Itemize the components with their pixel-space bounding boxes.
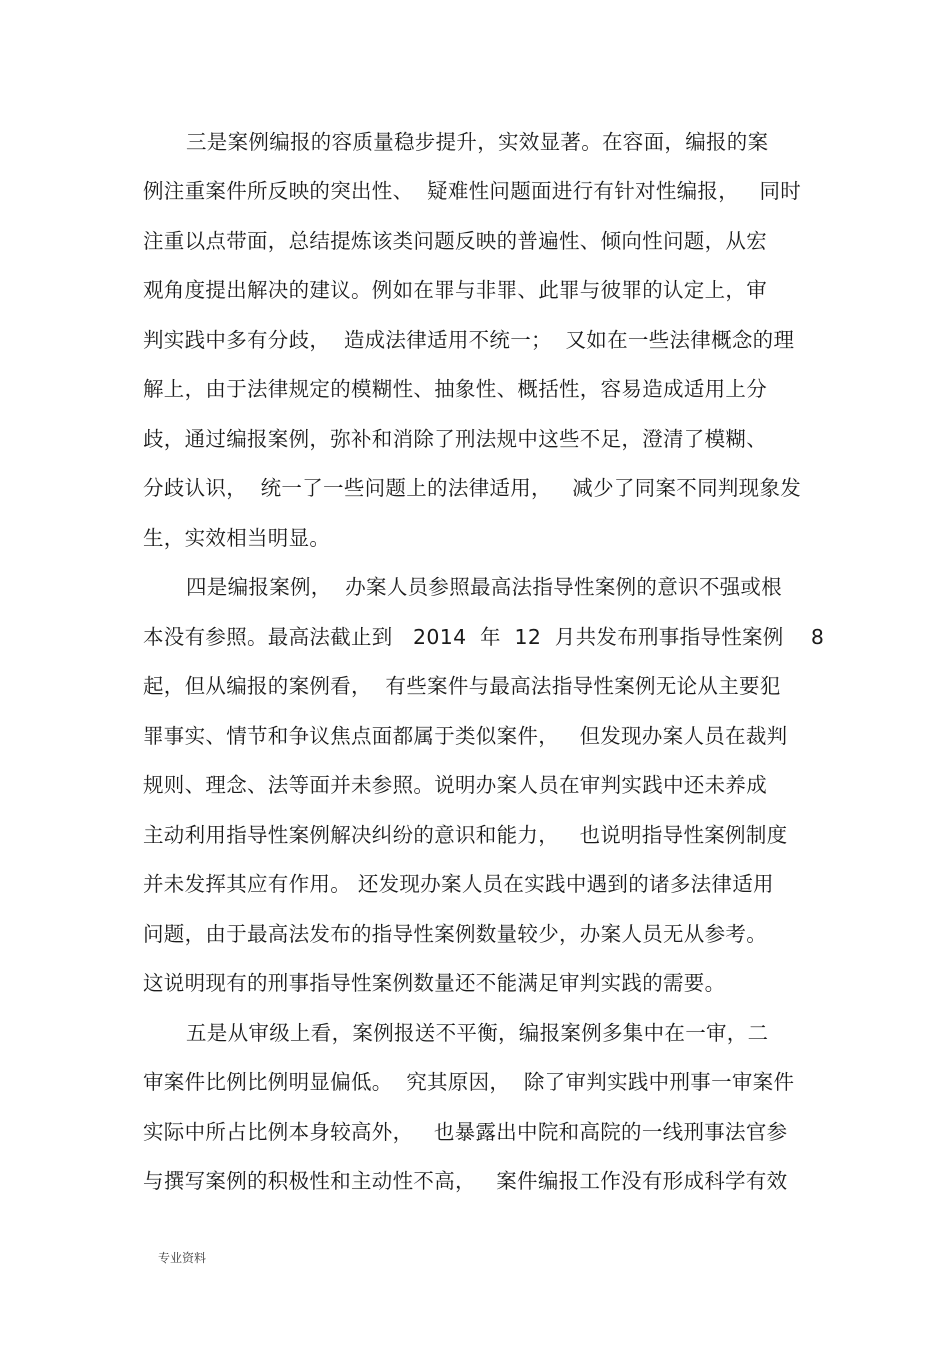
paragraph-line: 实际中所占比例本身较高外， 也暴露出中院和高院的一线刑事法官参 bbox=[143, 1120, 788, 1144]
paragraph-line: 与撰写案例的积极性和主动性不高， 案件编报工作没有形成科学有效 bbox=[143, 1169, 788, 1193]
paragraph-line: 起，但从编报的案例看， 有些案件与最高法指导性案例无论从主要犯 bbox=[143, 674, 781, 698]
paragraph-line: 三是案例编报的容质量稳步提升，实效显著。在容面，编报的案 bbox=[186, 130, 769, 154]
paragraph-line: 分歧认识， 统一了一些问题上的法律适用， 减少了同案不同判现象发 bbox=[143, 476, 802, 500]
paragraph-line: 本没有参照。最高法截止到 2014 年 12 月共发布刑事指导性案例 8 bbox=[143, 625, 825, 649]
paragraph-line: 规则、理念、法等面并未参照。说明办案人员在审判实践中还未养成 bbox=[143, 773, 767, 797]
paragraph-line: 主动利用指导性案例解决纠纷的意识和能力， 也说明指导性案例制度 bbox=[143, 823, 788, 847]
paragraph-line: 并未发挥其应有作用。 还发现办案人员在实践中遇到的诸多法律适用 bbox=[143, 872, 774, 896]
paragraph-line: 注重以点带面，总结提炼该类问题反映的普遍性、倾向性问题，从宏 bbox=[143, 229, 767, 253]
paragraph-line: 解上，由于法律规定的模糊性、抽象性、概括性，容易造成适用上分 bbox=[143, 377, 767, 401]
paragraph-line: 生，实效相当明显。 bbox=[143, 526, 331, 550]
paragraph-line: 歧，通过编报案例，弥补和消除了刑法规中这些不足，澄清了模糊、 bbox=[143, 427, 767, 451]
paragraph-line: 四是编报案例， 办案人员参照最高法指导性案例的意识不强或根 bbox=[186, 575, 783, 599]
paragraph-line: 这说明现有的刑事指导性案例数量还不能满足审判实践的需要。 bbox=[143, 971, 726, 995]
page-footer: 专业资料 bbox=[158, 1251, 207, 1265]
paragraph-line: 问题，由于最高法发布的指导性案例数量较少，办案人员无从参考。 bbox=[143, 922, 767, 946]
paragraph-line: 例注重案件所反映的突出性、 疑难性问题面进行有针对性编报， 同时 bbox=[143, 179, 802, 203]
paragraph-line: 五是从审级上看，案例报送不平衡，编报案例多集中在一审，二 bbox=[186, 1021, 769, 1045]
paragraph-line: 观角度提出解决的建议。例如在罪与非罪、此罪与彼罪的认定上，审 bbox=[143, 278, 767, 302]
paragraph-line: 罪事实、情节和争议焦点面都属于类似案件， 但发现办案人员在裁判 bbox=[143, 724, 788, 748]
paragraph-line: 判实践中多有分歧， 造成法律适用不统一； 又如在一些法律概念的理 bbox=[143, 328, 795, 352]
paragraph-line: 审案件比例比例明显偏低。 究其原因， 除了审判实践中刑事一审案件 bbox=[143, 1070, 795, 1094]
